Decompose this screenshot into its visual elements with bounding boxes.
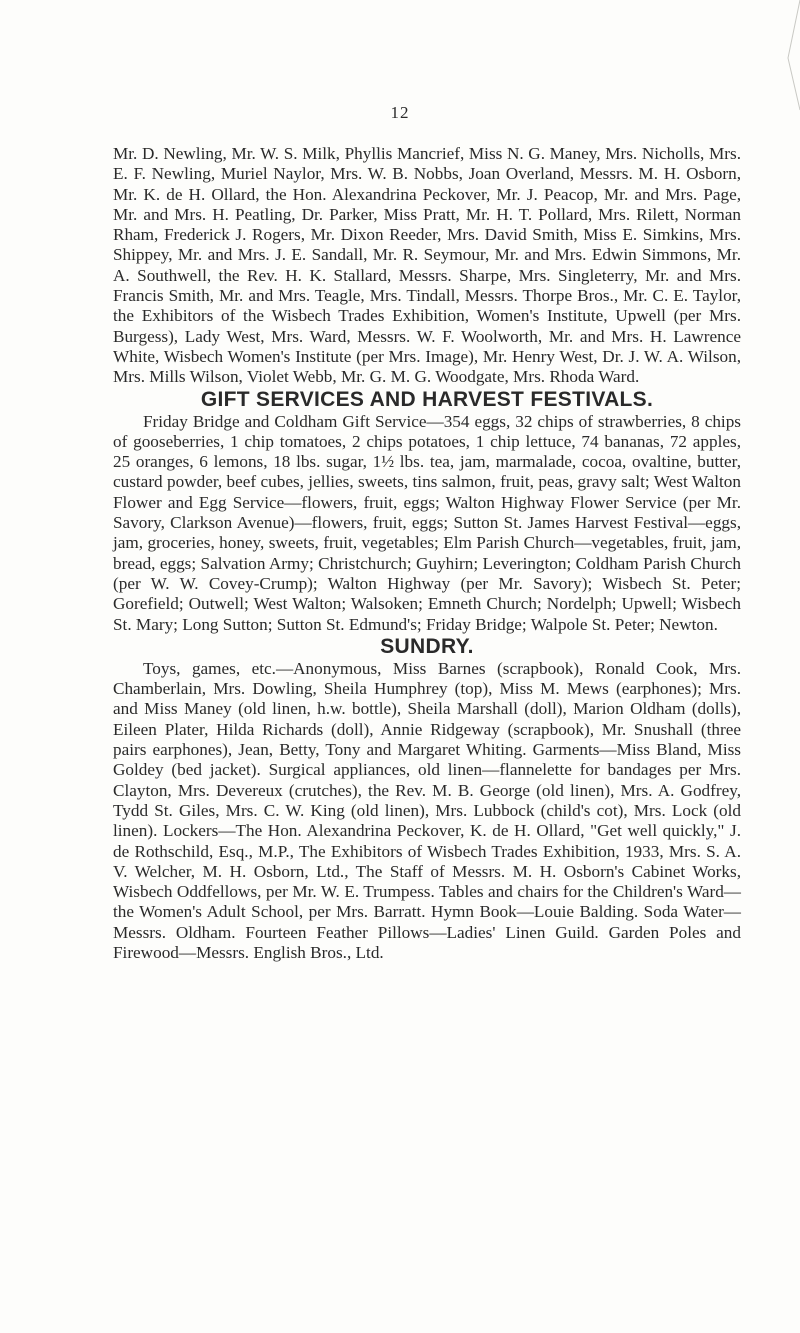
sundry-paragraph: Toys, games, etc.—Anonymous, Miss Barnes (scrapbook), Ronald Cook, Mrs. Chamberlain, Mrs. Dowling, Sheila Humphrey (top), Miss M. Mews (earphones); Mrs. and Miss Maney (old linen, h.w. bottle), Sheila Marshall (doll), Marion Oldham (dolls), Eileen Plater, Hilda Richards (doll), Annie Ridgeway (scrapbook), Mr. Snushall (three pairs earphones), Jean, Betty, Tony and Margaret Whiting. Garments—Miss Bland, Miss Goldey (bed jacket). Surgical appliances, old linen—flannelette for bandages per Mrs. Clayton, Mrs. Devereux (crutches), the Rev. M. B. George (old linen), Mrs. A. Godfrey, Tydd St. Giles, Mrs. C. W. King (old linen), Mrs. Lubbock (child's cot), Mrs. Lock (old linen). Lockers—The Hon. Alexandrina Peckover, K. de H. Ollard, "Get well quickly," J. de Rothschild, Esq., M.P., The Exhibitors of Wisbech Trades Exhibition, 1933, Mrs. S. A. V. Welcher, M. H. Osborn, Ltd., The Staff of Messrs. M. H. Osborn's Cabinet Works, Wisbech Oddfellows, per Mr. W. E. Trumpess. Tables and chairs for the Children's Ward—the Women's Adult School, per Mrs. Barratt. Hymn Book—Louie Balding. Soda Water—Messrs. Oldham. Fourteen Feather Pillows—Ladies' Linen Guild. Garden Poles and Firewood—Messrs. English Bros., Ltd. [113, 658, 741, 962]
gift-services-heading: GIFT SERVICES AND HARVEST FESTIVALS. [200, 387, 654, 411]
sundry-heading: SUNDRY. [380, 634, 474, 658]
acknowledgements-paragraph: Mr. D. Newling, Mr. W. S. Milk, Phyllis Mancrief, Miss N. G. Maney, Mrs. Nicholls, Mrs. E. F. Newling, Muriel Naylor, Mrs. W. B. Nobbs, Joan Overland, Messrs. M. H. Osborn, Mr. K. de H. Ollard, the Hon. Alexandrina Peckover, Mr. J. Peacop, Mr. and Mrs. Page, Mr. and Mrs. H. Peatling, Dr. Parker, Miss Pratt, Mr. H. T. Pollard, Mrs. Rilett, Norman Rham, Frederick J. Rogers, Mr. Dixon Reeder, Mrs. David Smith, Miss E. Simkins, Mrs. Shippey, Mr. and Mrs. J. E. Sandall, Mr. R. Seymour, Mr. and Mrs. Edwin Simmons, Mr. A. Southwell, the Rev. H. K. Stallard, Messrs. Sharpe, Mrs. Singleterry, Mr. and Mrs. Francis Smith, Mr. and Mrs. Teagle, Mrs. Tindall, Messrs. Thorpe Bros., Mr. C. E. Taylor, the Exhibitors of the Wisbech Trades Exhibition, Women's Institute, Upwell (per Mrs. Burgess), Lady West, Mrs. Ward, Messrs. W. F. Woolworth, Mr. and Mrs. H. Lawrence White, Wisbech Women's Institute (per Mrs. Image), Mr. Henry West, Dr. J. W. A. Wilson, Mrs. Mills Wilson, Violet Webb, Mr. G. M. G. Woodgate, Mrs. Rhoda Ward. [113, 144, 741, 387]
page-number: 12 [390, 103, 410, 122]
page-edge-mark [760, 0, 800, 120]
page-content [113, 144, 741, 963]
gift-services-paragraph: Friday Bridge and Coldham Gift Service—354 eggs, 32 chips of strawberries, 8 chips of gooseberries, 1 chip tomatoes, 2 chips potatoes, 1 chip lettuce, 74 bananas, 72 apples, 25 oranges, 6 lemons, 18 lbs. sugar, 1½ lbs. tea, jam, marmalade, cocoa, ovaltine, butter, custard powder, beef cubes, jellies, sweets, tins salmon, fruit, peas, gravy salt; West Walton Flower and Egg Service—flowers, fruit, eggs; Walton Highway Flower Service (per Mr. Savory, Clarkson Avenue)—flowers, fruit, eggs; Sutton St. James Harvest Festival—eggs, jam, groceries, honey, sweets, fruit, vegetables; Elm Parish Church—vegetables, fruit, jam, bread, eggs; Salvation Army; Christchurch; Guyhirn; Leverington; Coldham Parish Church (per W. W. Covey-Crump); Walton Highway (per Mr. Savory); Wisbech St. Peter; Gorefield; Outwell; West Walton; Walsoken; Emneth Church; Nordelph; Upwell; Wisbech St. Mary; Long Sutton; Sutton St. Edmund's; Friday Bridge; Walpole St. Peter; Newton. [113, 411, 741, 634]
